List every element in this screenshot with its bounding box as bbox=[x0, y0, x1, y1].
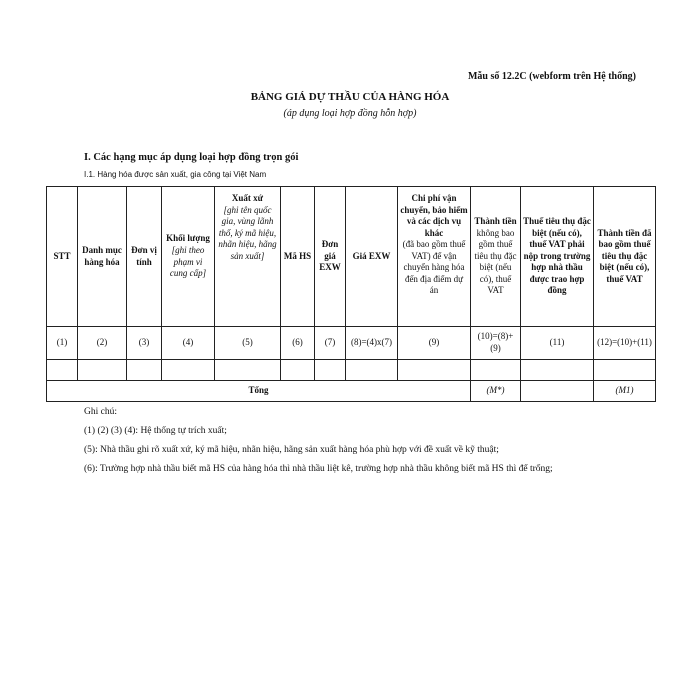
total-row bbox=[47, 381, 656, 402]
col-header-item: Danh mục hàng hóa bbox=[78, 187, 127, 327]
empty-cell[interactable] bbox=[521, 360, 594, 381]
note-item: (1) (2) (3) (4): Hệ thống tự trích xuất; bbox=[84, 426, 227, 436]
note-item: (5): Nhà thầu ghi rõ xuất xứ, ký mã hiệu, nhãn hiệu, hãng sản xuất hàng hóa phù hợp với đề xuất về kỹ thuật; bbox=[84, 445, 499, 455]
col-header-quantity: Khối lượng [ghi theo phạm vi cung cấp] bbox=[162, 187, 215, 327]
price-table bbox=[46, 186, 656, 402]
subsection-title: I.1. Hàng hóa được sản xuất, gia công tại Việt Nam bbox=[84, 170, 267, 179]
empty-cell[interactable] bbox=[78, 360, 127, 381]
numbering-cell: (3) bbox=[127, 327, 162, 360]
empty-cell[interactable] bbox=[594, 360, 656, 381]
header-row bbox=[47, 187, 656, 327]
numbering-cell: (1) bbox=[47, 327, 78, 360]
empty-row bbox=[47, 360, 656, 381]
empty-cell[interactable] bbox=[398, 360, 471, 381]
empty-cell[interactable] bbox=[471, 360, 521, 381]
note-item: (6): Trường hợp nhà thầu biết mã HS của hàng hóa thì nhà thầu liệt kê, trường hợp nhà thầu không biết mã HS thì để trống; bbox=[84, 464, 553, 474]
numbering-cell: (8)=(4)x(7) bbox=[346, 327, 398, 360]
numbering-cell: (11) bbox=[521, 327, 594, 360]
document-subtitle: (áp dụng loại hợp đồng hỗn hợp) bbox=[283, 108, 417, 119]
document-title: BẢNG GIÁ DỰ THẦU CỦA HÀNG HÓA bbox=[250, 91, 450, 103]
empty-cell[interactable] bbox=[281, 360, 315, 381]
total-empty-cell bbox=[521, 381, 594, 402]
empty-cell[interactable] bbox=[315, 360, 346, 381]
numbering-cell: (7) bbox=[315, 327, 346, 360]
col-header-stt: STT bbox=[47, 187, 78, 327]
total-label: Tổng bbox=[47, 381, 471, 402]
total-m-cell: (M*) bbox=[471, 381, 521, 402]
empty-cell[interactable] bbox=[215, 360, 281, 381]
empty-cell[interactable] bbox=[127, 360, 162, 381]
col-header-transport-cost: Chi phí vận chuyển, bảo hiểm và các dịch vụ khác (đã bao gồm thuế VAT) để vận chuyển hàng hóa đến địa điểm dự án bbox=[398, 187, 471, 327]
numbering-cell: (2) bbox=[78, 327, 127, 360]
section-title: I. Các hạng mục áp dụng loại hợp đồng trọn gói bbox=[84, 152, 299, 163]
col-header-price-exw: Giá EXW bbox=[346, 187, 398, 327]
col-header-origin: Xuất xứ [ghi tên quốc gia, vùng lãnh thổ, ký mã hiệu, nhãn hiệu, hãng sản xuất] bbox=[215, 187, 281, 327]
total-m1-cell: (M1) bbox=[594, 381, 656, 402]
empty-cell[interactable] bbox=[162, 360, 215, 381]
col-header-amount-with-tax: Thành tiền đã bao gồm thuế tiêu thụ đặc biệt (nếu có), thuế VAT bbox=[594, 187, 656, 327]
notes-heading: Ghi chú: bbox=[84, 407, 117, 417]
numbering-row bbox=[47, 327, 656, 360]
numbering-cell: (5) bbox=[215, 327, 281, 360]
notes bbox=[84, 407, 553, 483]
col-header-unit-price-exw: Đơn giá EXW bbox=[315, 187, 346, 327]
numbering-cell: (4) bbox=[162, 327, 215, 360]
empty-cell[interactable] bbox=[346, 360, 398, 381]
col-header-tax: Thuế tiêu thụ đặc biệt (nếu có), thuế VAT phải nộp trong trường hợp nhà thầu được trao hợp đồng bbox=[521, 187, 594, 327]
numbering-cell: (10)=(8)+(9) bbox=[471, 327, 521, 360]
numbering-cell: (9) bbox=[398, 327, 471, 360]
numbering-cell: (6) bbox=[281, 327, 315, 360]
col-header-amount: Thành tiền không bao gồm thuế tiêu thụ đặc biệt (nếu có), thuế VAT bbox=[471, 187, 521, 327]
col-header-unit: Đơn vị tính bbox=[127, 187, 162, 327]
col-header-hs-code: Mã HS bbox=[281, 187, 315, 327]
empty-cell[interactable] bbox=[47, 360, 78, 381]
numbering-cell: (12)=(10)+(11) bbox=[594, 327, 656, 360]
form-code: Mẫu số 12.2C (webform trên Hệ thống) bbox=[467, 71, 636, 82]
